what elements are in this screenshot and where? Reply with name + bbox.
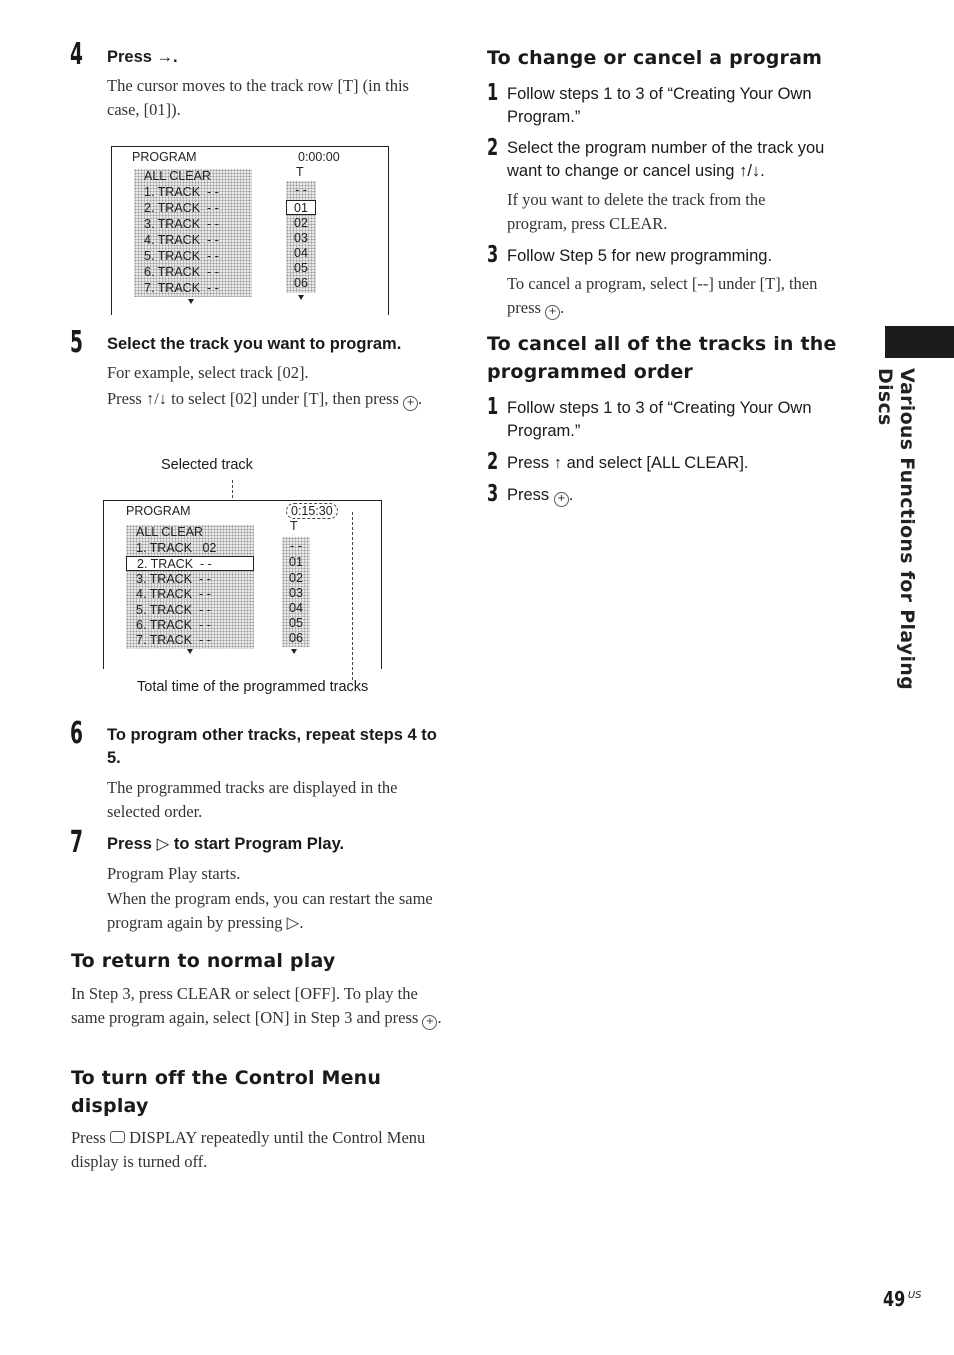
total-time-leader-line [352,512,354,680]
osd-t-label: T [290,519,298,533]
selected-track-caption: Selected track [161,457,253,473]
cancel-all-step-3-text: Press [507,486,550,504]
cancel-all-step-3: Press + . [507,484,573,507]
program-display-1 [111,146,389,315]
step-4-body: The cursor moves to the track row [T] (in this case, [01]). [107,76,409,119]
osd-t-value: 02 [289,571,303,585]
change-step-2-note: If you want to delete the track from the program, press CLEAR. [507,190,766,233]
osd-row: ALL CLEAR [136,525,203,539]
osd-row: 6. TRACK - - [136,618,211,632]
turn-off-body-post: DISPLAY repeatedly until the Control Menu display is turned off. [71,1128,426,1171]
osd-row: 3. TRACK - - [144,217,219,231]
turn-off-heading: To turn off the Control Menu display [71,1067,382,1117]
osd-t-value: 04 [294,246,308,260]
scroll-down-arrow-icon [187,649,193,654]
osd-t-value: 01 [289,555,303,569]
step-7-body-2-text: When the program ends, you can restart the same program again by pressing [107,889,433,932]
page-number [883,1287,922,1311]
section-tab-marker [885,326,954,358]
step-7-number: 7 [70,825,83,860]
change-step-2-number: 2 [487,135,499,161]
osd-row: 4. TRACK - - [136,587,211,601]
step-7-body-1: Program Play starts. [107,864,241,883]
osd-row: 3. TRACK - - [136,572,211,586]
osd-t-value: 03 [294,231,308,245]
step-4-number: 4 [70,37,83,72]
step-7-body-2: When the program ends, you can restart the same program again by pressing ▷. [107,889,433,932]
osd-t-value: 06 [289,631,303,645]
osd-t-label: T [296,165,304,179]
osd-row: 7. TRACK - - [144,281,219,295]
enter-button-icon: + [403,396,418,411]
osd-program-label: PROGRAM [126,504,191,518]
return-normal-body: In Step 3, press CLEAR or select [OFF]. To play the same program again, select [ON] in Step 3 and press + . [71,982,443,1030]
turn-off-body [71,1126,446,1174]
change-step-3: Follow Step 5 for new programming. [507,247,773,265]
osd-t-value: 02 [294,216,308,230]
step-5-body-2-text: Press ↑/↓ to select [02] under [T], then press [107,389,399,408]
page-number-value: 49 [883,1287,906,1311]
step-4-title: Press →. [107,48,178,66]
osd-program-label: PROGRAM [132,150,197,164]
enter-button-icon: + [422,1015,437,1030]
section-side-label: Various Functions for Playing Discs [874,368,918,691]
program-display-2 [103,500,382,669]
step-5-number: 5 [70,325,83,360]
osd-t-value: 03 [289,586,303,600]
change-step-1: Follow steps 1 to 3 of “Creating Your Own Program.” [507,85,812,126]
osd-t-value-selected: 01 [286,200,316,215]
change-step-3-number: 3 [487,242,499,268]
osd-t-value: 05 [289,616,303,630]
osd-t-column [282,537,310,647]
osd-t-value: 04 [289,601,303,615]
play-button-icon: ▷ [286,913,300,932]
cancel-all-step-1-number: 1 [487,394,499,420]
osd-row-selected: 2. TRACK - - [126,556,254,571]
play-button-icon: ▷ [156,835,170,853]
scroll-down-arrow-icon [298,295,304,300]
cancel-all-step-2: Press ↑ and select [ALL CLEAR]. [507,454,749,472]
osd-t-value: 06 [294,276,308,290]
osd-time-highlighted: 0:15:30 [286,503,338,519]
step-6-number: 6 [70,716,83,751]
osd-row: 5. TRACK - - [144,249,219,263]
change-step-1-number: 1 [487,80,499,106]
cancel-all-step-3-number: 3 [487,481,499,507]
step-5-title: Select the track you want to program. [107,335,402,353]
osd-t-value: - - [295,183,307,197]
osd-row: 7. TRACK - - [136,633,211,647]
change-cancel-heading: To change or cancel a program [487,47,823,69]
osd-t-value: 05 [294,261,308,275]
osd-row: 6. TRACK - - [144,265,219,279]
change-step-2: Select the program number of the track you want to change or cancel using ↑/↓. [507,139,825,180]
change-step-3-note-text: To cancel a program, select [--] under [T], then press [507,274,818,317]
step-5-body-2: Press ↑/↓ to select [02] under [T], then press + . [107,387,437,411]
enter-button-icon: + [545,305,560,320]
cancel-all-heading: To cancel all of the tracks in the programmed order [487,333,837,383]
osd-row: 1. TRACK 02 [136,541,217,555]
cancel-all-step-2-number: 2 [487,449,499,475]
osd-row: 2. TRACK - - [144,201,219,215]
osd-track-column [134,169,252,297]
enter-button-icon: + [554,492,569,507]
scroll-down-arrow-icon [188,299,194,304]
osd-row: 1. TRACK - - [144,185,219,199]
page-number-suffix: US [907,1290,922,1302]
step-6-title: To program other tracks, repeat steps 4 to 5. [107,726,437,767]
step-5-body-1: For example, select track [02]. [107,363,309,382]
osd-row: ALL CLEAR [144,169,211,183]
step-7-title-pre: Press [107,835,152,853]
osd-t-value: - - [290,539,302,553]
osd-row: 5. TRACK - - [136,603,211,617]
cancel-all-step-1: Follow steps 1 to 3 of “Creating Your Own Program.” [507,399,812,440]
osd-t-column [286,181,316,293]
step-6-body: The programmed tracks are displayed in the selected order. [107,778,398,821]
step-7-title-post: to start Program Play. [173,835,345,853]
scroll-down-arrow-icon [291,649,297,654]
return-normal-heading: To return to normal play [71,950,336,972]
change-step-3-note: To cancel a program, select [--] under [T], then press + . [507,272,847,320]
osd-time: 0:00:00 [298,150,340,164]
display-button-icon [110,1131,125,1143]
osd-row: 4. TRACK - - [144,233,219,247]
return-normal-body-text: In Step 3, press CLEAR or select [OFF]. To play the same program again, select [ON] in Step 3 and press [71,984,419,1027]
osd-track-column [126,525,254,649]
turn-off-body-pre: Press [71,1128,106,1147]
step-7-title [107,833,344,856]
total-time-caption: Total time of the programmed tracks [137,679,369,695]
